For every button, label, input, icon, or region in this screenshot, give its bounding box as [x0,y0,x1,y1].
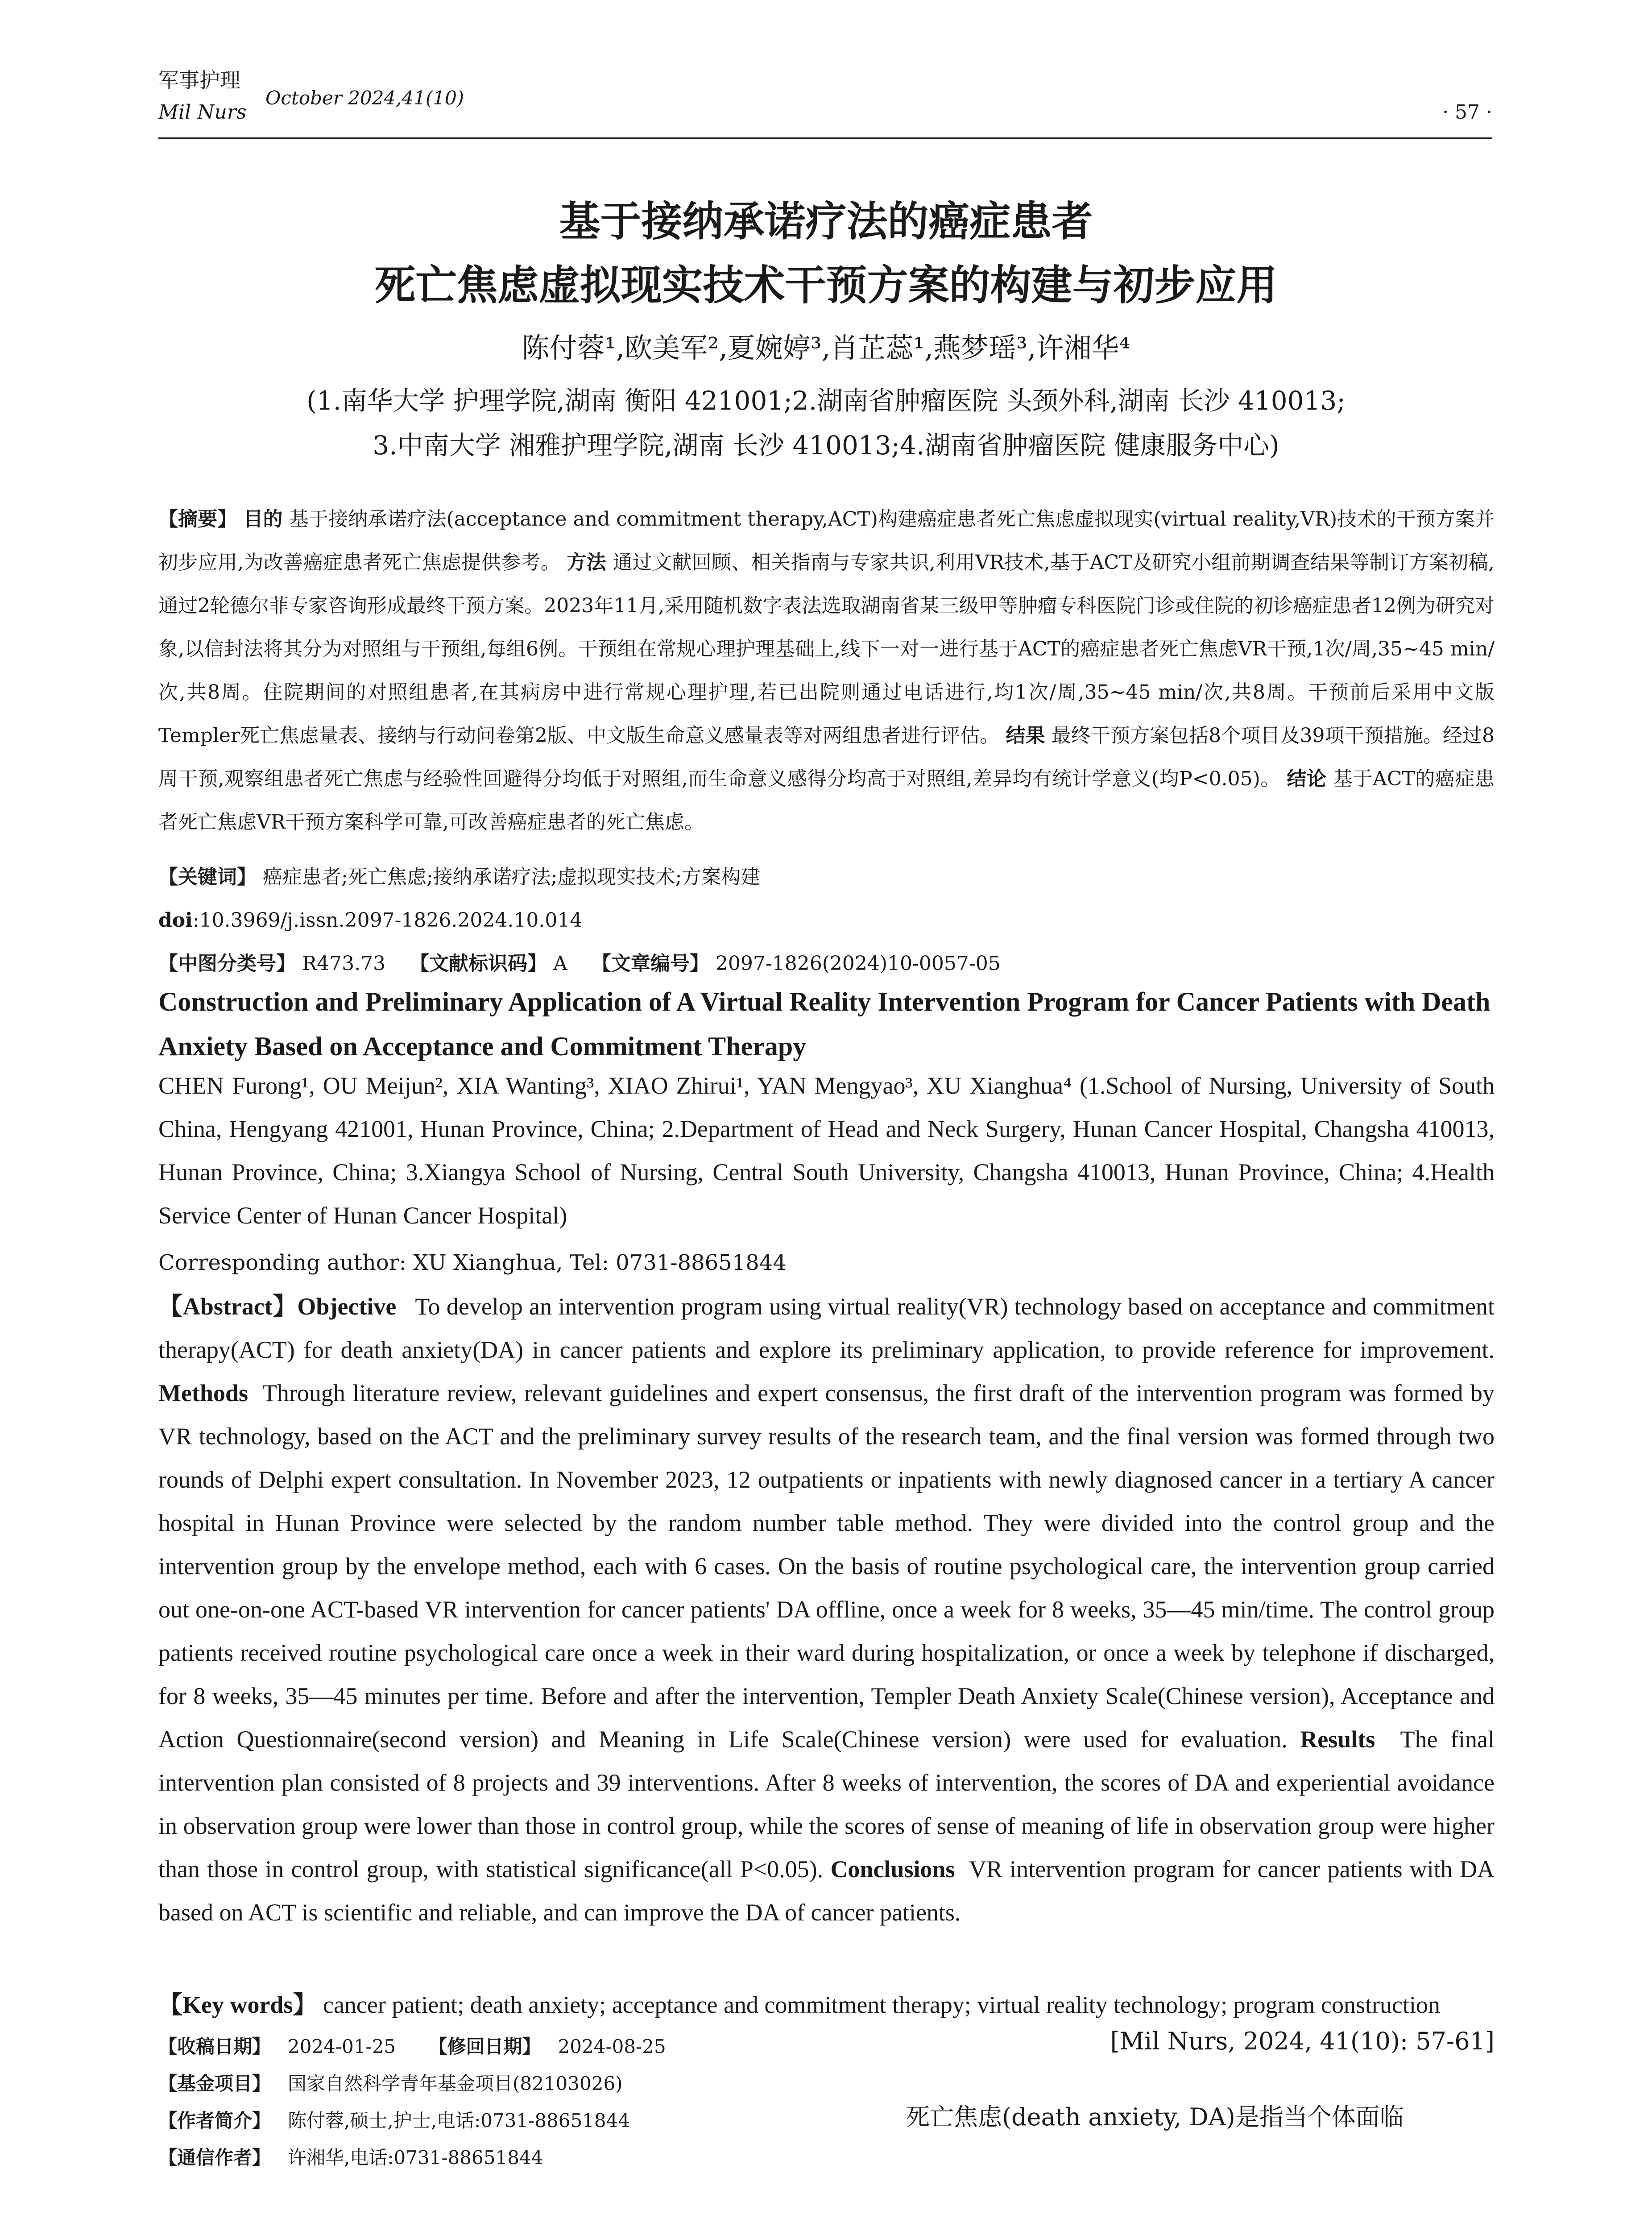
clc-value: R473.73 [302,952,386,975]
keywords-en-text: cancer patient; death anxiety; acceptance and commitment therapy; virtual reality technology; program construction [323,1991,1440,2018]
received-label: 【收稿日期】 [158,2036,271,2057]
running-header [158,67,1492,143]
journal-name: 军事护理 [158,68,240,92]
doc-code-value: A [553,952,567,975]
issue-info: October 2024,41(10) [265,87,464,109]
methods-text-cn: 通过文献回顾、相关指南与专家共识,利用VR技术,基于ACT及研究小组前期调查结果等制订方案初稿,通过2轮德尔菲专家咨询形成最终干预方案。2023年11月,采用随机数字表法选取湖南省某三级甲等肿瘤专科医院门诊或住院的初诊癌症患者12例为研究对象,以信封法将其分为对照组与干预组,每组6例。干预组在常规心理护理基础上,线下一对一进行基于ACT的癌症患者死亡焦虑VR干预,1次/周,35~45 min/次,共8周。住院期间的对照组患者,在其病房中进行常规心理护理,若已出院则通过电话进行,均1次/周,35~45 min/次,共8周。干预前后采用中文版Templer死亡焦虑量表、接纳与行动问卷第2版、中文版生命意义感量表等对两组患者进行评估。 [158,551,1495,747]
authors-cn: 陈付蓉¹,欧美军²,夏婉婷³,肖芷蕊¹,燕梦瑶³,许湘华⁴ [522,332,1130,364]
fund-text: 国家自然科学青年基金项目(82103026) [288,2073,623,2094]
corresponding-text: 许湘华,电话:0731-88651844 [288,2147,543,2169]
revised-date: 2024-08-25 [558,2036,666,2057]
header-rule [158,137,1492,139]
clc-label: 【中图分类号】 [158,952,296,975]
corresponding-author-en: Corresponding author: XU Xianghua, Tel: 0731-88651844 [158,1250,787,1275]
corresponding-label: 【通信作者】 [158,2147,271,2169]
affiliations-cn-line2: 3.中南大学 湘雅护理学院,湖南 长沙 410013;4.湖南省肿瘤医院 健康服务中心) [373,430,1279,460]
received-date: 2024-01-25 [288,2036,396,2057]
author-bio-label: 【作者简介】 [158,2110,271,2131]
conclusion-label-cn: 结论 [1287,767,1327,790]
author-bio-text: 陈付蓉,硕士,护士,电话:0731-88651844 [288,2110,630,2131]
fund-label: 【基金项目】 [158,2073,271,2094]
keywords-cn-label: 【关键词】 [158,866,257,888]
revised-label: 【修回日期】 [428,2036,541,2057]
body-text-start: 死亡焦虑(death anxiety, DA)是指当个体面临 [906,2103,1404,2131]
article-title-line2: 死亡焦虑虚拟现实技术干预方案的构建与初步应用 [374,261,1278,309]
objective-text-en: To develop an intervention program using virtual reality(VR) technology based on acceptance and commitment therapy(ACT) for death anxiety(DA) in cancer patients and explore its preliminary application, to provide reference for improvement. [158,1293,1495,1363]
fund-line [158,2065,917,2102]
journal-abbrev: Mil Nurs [158,101,247,124]
article-no-value: 2097-1826(2024)10-0057-05 [715,952,1001,975]
keywords-cn [158,855,1495,899]
doc-code-label: 【文献标识码】 [410,952,547,975]
doi-label: doi [158,909,193,932]
corresponding-line [158,2139,917,2176]
methods-label-cn: 方法 [567,551,607,574]
results-label-cn: 结果 [1006,724,1045,747]
abstract-en [158,1285,1495,1981]
keywords-en [158,1983,1495,2027]
affiliations-cn-line1: (1.南华大学 护理学院,湖南 衡阳 421001;2.湖南省肿瘤医院 头颈外科,湖南 长沙 410013; [306,386,1346,416]
dates-line [158,2028,917,2065]
article-title-en: Construction and Preliminary Application of A Virtual Reality Intervention Program for Cancer Patients with Death Anxiety Based on Acceptance and Commitment Therapy [158,987,1491,1061]
methods-text-en: Through literature review, relevant guidelines and expert consensus, the first draft of the intervention program was formed by VR technology, based on the ACT and the preliminary survey results of the research team, and the final version was formed through two rounds of Delphi expert consultation. In November 2023, 12 outpatients or inpatients with newly diagnosed cancer in a tertiary A cancer hospital in Hunan Province were selected by the random number table method. They were divided into the control group and the intervention group by the envelope method, each with 6 cases. On the basis of routine psychological care, the intervention group carried out one-on-one ACT-based VR intervention for cancer patients' DA offline, once a week for 8 weeks, 35—45 min/time. The control group patients received routine psychological care once a week in their ward during hospitalization, or once a week by telephone if discharged, for 8 weeks, 35—45 minutes per time. Before and after the intervention, Templer Death Anxiety Scale(Chinese version), Acceptance and Action Questionnaire(second version) and Meaning in Life Scale(Chinese version) were used for evaluation. [158,1380,1495,1753]
results-text-cn: 最终干预方案包括8个项目及39项干预措施。经过8周干预,观察组患者死亡焦虑与经验性回避得分均低于对照组,而生命意义感得分均高于对照组,差异均有统计学意义(均P<0.05)。 [158,724,1495,790]
keywords-en-label: 【Key words】 [158,1991,317,2018]
results-label-en: Results [1300,1726,1375,1753]
conclusions-text-en: VR intervention program for cancer patients with DA based on ACT is scientific and reliable, and can improve the DA of cancer patients. [158,1856,1495,1926]
conclusion-text-cn: 基于ACT的癌症患者死亡焦虑VR干预方案科学可靠,可改善癌症患者的死亡焦虑。 [158,767,1495,834]
doi-text: :10.3969/j.issn.2097-1826.2024.10.014 [192,909,583,932]
keywords-cn-text: 癌症患者;死亡焦虑;接纳承诺疗法;虚拟现实技术;方案构建 [263,866,761,888]
objective-text-cn: 基于接纳承诺疗法(acceptance and commitment therapy,ACT)构建癌症患者死亡焦虑虚拟现实(virtual reality,VR)技术的干预方案并初步应用,为改善癌症患者死亡焦虑提供参考。 [158,508,1495,574]
methods-label-en: Methods [158,1380,248,1406]
objective-label-en: Objective [297,1293,397,1320]
citation-info: [Mil Nurs, 2024, 41(10): 57-61] [1110,2027,1495,2055]
abstract-cn-label: 【摘要】 [158,508,237,531]
abstract-en-label: 【Abstract】 [158,1293,298,1320]
article-no-label: 【文章编号】 [591,952,709,975]
authors-affiliations-en: CHEN Furong¹, OU Meijun², XIA Wanting³, XIAO Zhirui¹, YAN Mengyao³, XU Xianghua⁴ (1.School of Nursing, University of South China, Hengyang 421001, Hunan Province, China; 2.Department of Head and Neck Surgery, Hunan Cancer Hospital, Changsha 410013, Hunan Province, China; 3.Xiangya School of Nursing, Central South University, Changsha 410013, Hunan Province, China; 4.Health Service Center of Hunan Cancer Hospital) [158,1072,1495,1229]
objective-label-cn: 目的 [243,508,283,531]
page-number: · 57 · [1442,101,1492,124]
conclusions-label-en: Conclusions [830,1856,955,1883]
author-bio-line [158,2102,917,2139]
results-text-en: The final intervention plan consisted of 8 projects and 39 interventions. After 8 weeks of intervention, the scores of DA and experiential avoidance in observation group were lower than those in control group, while the scores of sense of meaning of life in observation group were higher than those in control group, with statistical significance(all P<0.05). [158,1726,1495,1883]
abstract-cn [158,498,1495,854]
article-title-line1: 基于接纳承诺疗法的癌症患者 [559,198,1093,245]
classification-line [158,942,1495,985]
doi-line [158,899,1495,942]
